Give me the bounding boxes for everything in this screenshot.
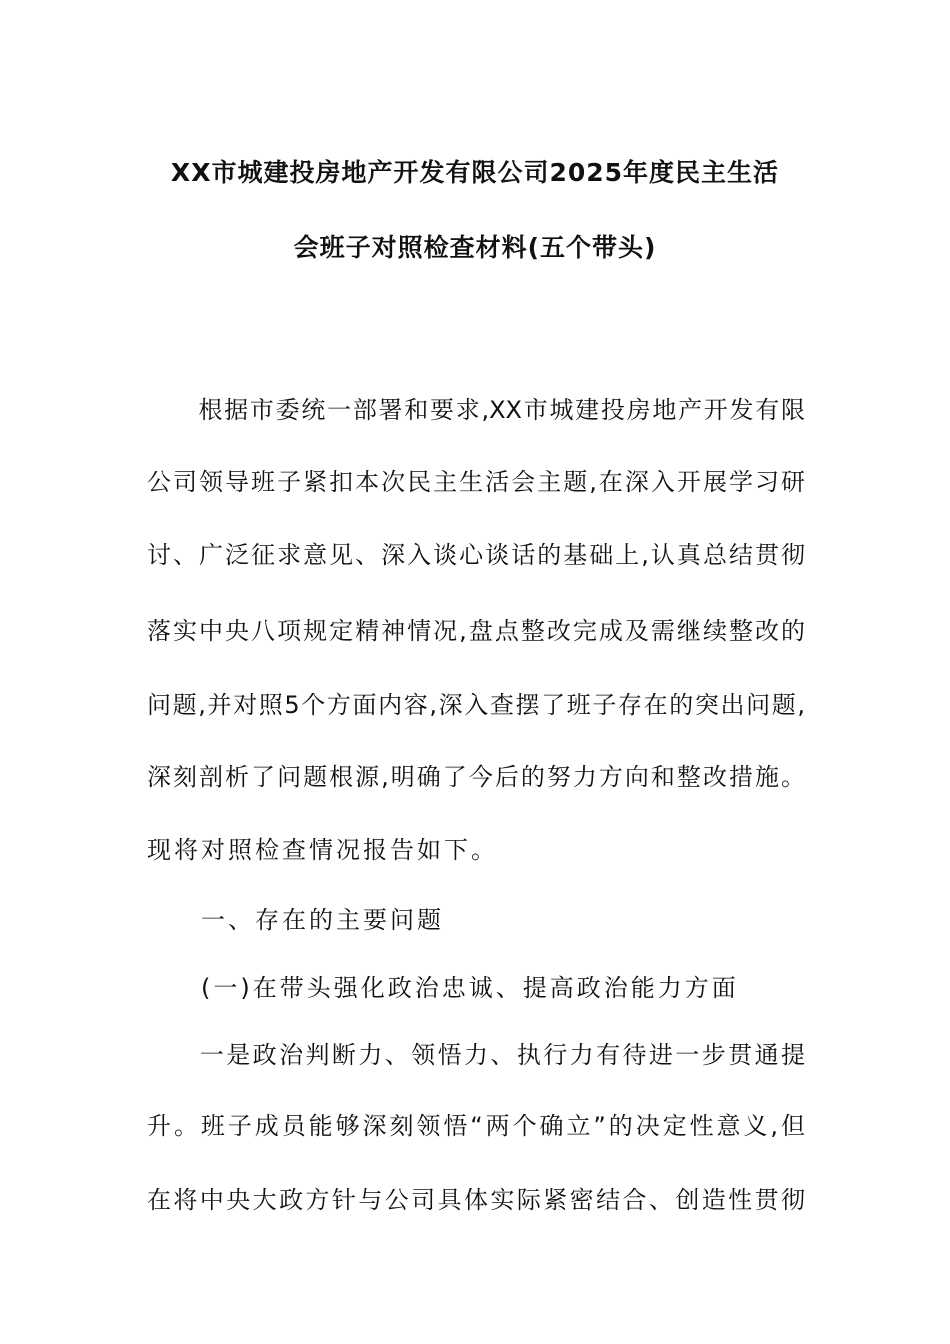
document-title-line-2: 会班子对照检查材料(五个带头) [293, 233, 657, 262]
document-title-line-1: XX市城建投房地产开发有限公司2025年度民主生活 [170, 158, 780, 187]
body-line: 升。班子成员能够深刻领悟“两个确立”的决定性意义,但 [147, 1112, 805, 1140]
body-line: 讨、广泛征求意见、深入谈心谈话的基础上,认真总结贯彻 [147, 541, 805, 569]
body-line: 问题,并对照5个方面内容,深入查摆了班子存在的突出问题, [147, 691, 805, 719]
body-line: 公司领导班子紧扣本次民主生活会主题,在深入开展学习研 [147, 468, 805, 496]
section-heading: 一、存在的主要问题 [147, 906, 444, 934]
body-line: 根据市委统一部署和要求,XX市城建投房地产开发有限 [147, 396, 805, 424]
body-line: 在将中央大政方针与公司具体实际紧密结合、创造性贯彻 [147, 1186, 805, 1214]
body-line: 落实中央八项规定精神情况,盘点整改完成及需继续整改的 [147, 617, 805, 645]
body-line: 现将对照检查情况报告如下。 [147, 836, 498, 864]
body-line: 一是政治判断力、领悟力、执行力有待进一步贯通提 [147, 1041, 805, 1069]
subsection-heading: (一)在带头强化政治忠诚、提高政治能力方面 [147, 974, 739, 1002]
body-line: 深刻剖析了问题根源,明确了今后的努力方向和整改措施。 [147, 763, 805, 791]
